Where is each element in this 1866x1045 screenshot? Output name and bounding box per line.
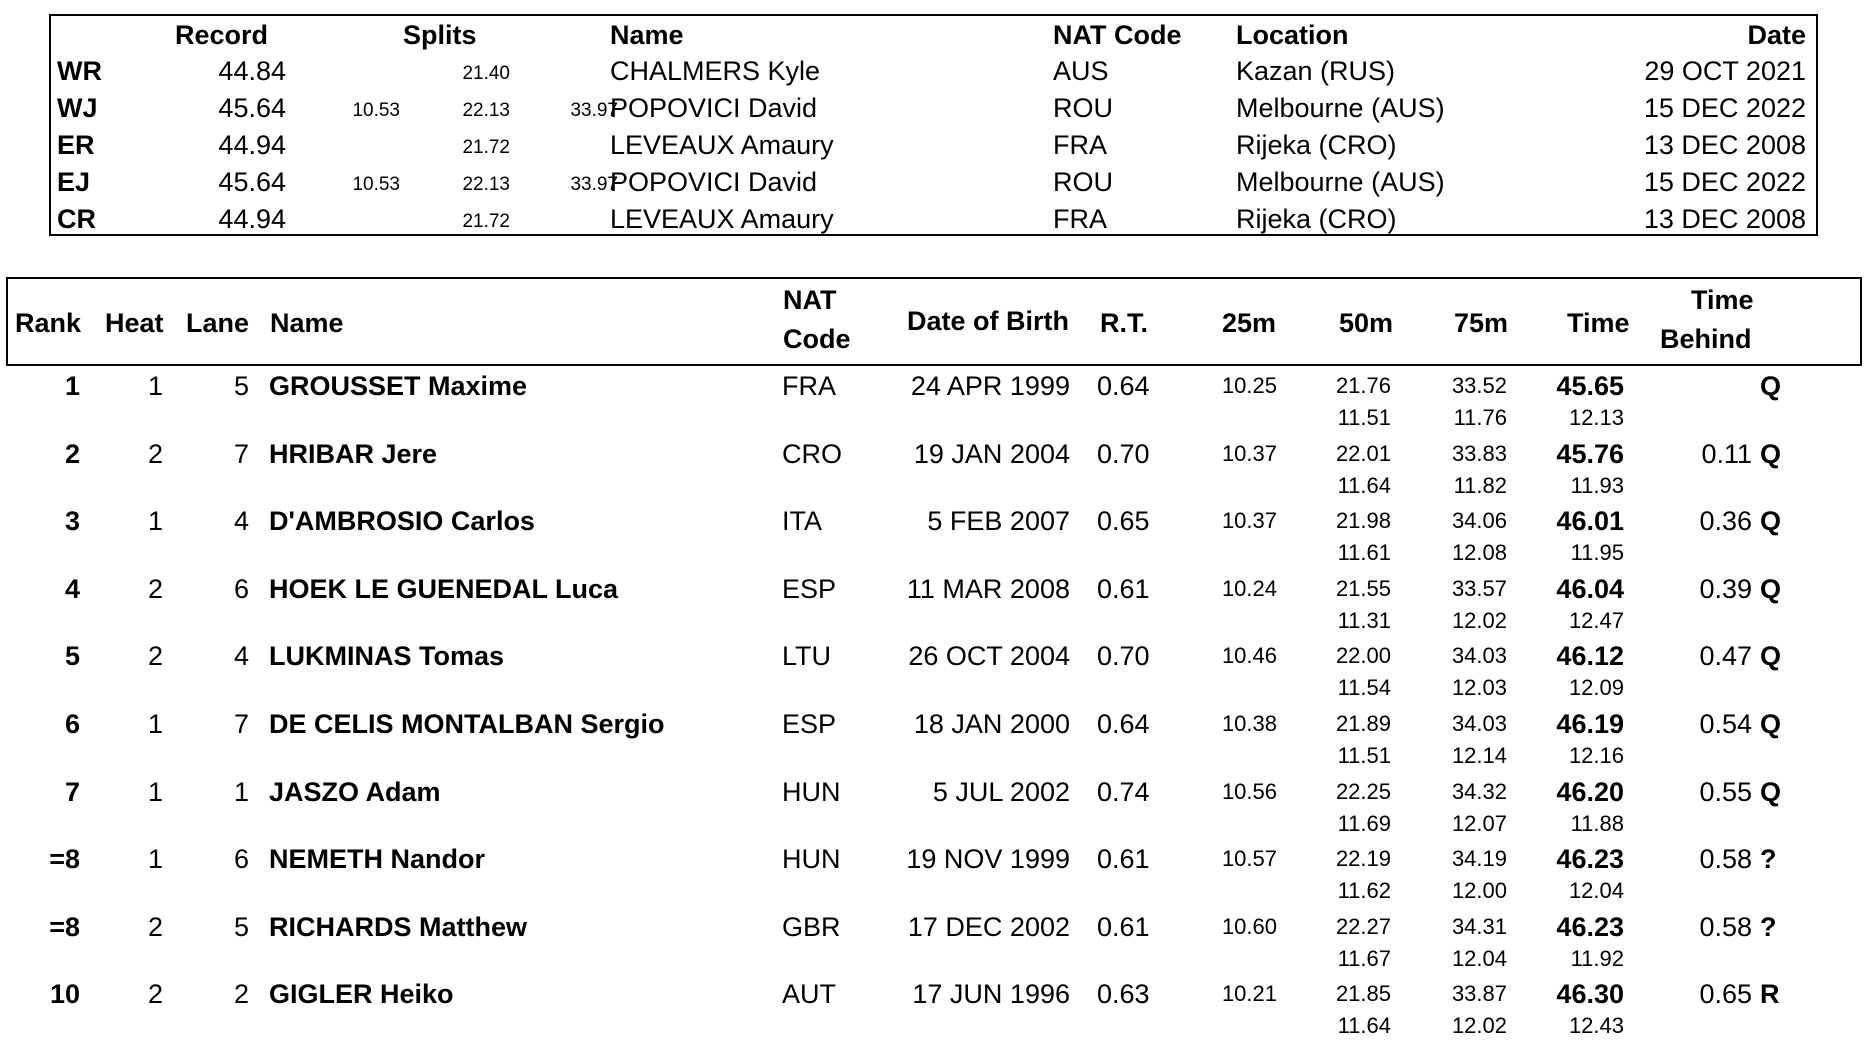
result-m25: 10.37	[1221, 440, 1277, 466]
record-s50: 22.13	[462, 100, 510, 121]
col-heat: Heat	[105, 308, 164, 338]
result-rank: =8	[49, 911, 80, 942]
result-q: Q	[1760, 506, 1782, 537]
records-header-nat: NAT Code	[1053, 20, 1182, 50]
result-row	[0, 775, 1866, 843]
result-m25: 10.25	[1221, 373, 1277, 398]
result-m50: 21.85	[1335, 981, 1391, 1007]
record-s25: 10.53	[352, 100, 400, 121]
record-s50: 21.72	[462, 211, 510, 232]
result-sp50: 11.64	[1337, 1013, 1391, 1039]
result-row	[0, 842, 1866, 910]
record-date: 15 DEC 2022	[1643, 167, 1806, 197]
result-rt: 0.61	[1097, 573, 1150, 604]
result-q: Q	[1760, 709, 1782, 739]
record-date: 15 DEC 2022	[1643, 93, 1806, 123]
result-sp75: 11.82	[1453, 472, 1507, 498]
record-time: 45.64	[218, 167, 286, 197]
result-m75: 34.32	[1451, 778, 1507, 804]
result-nat: CRO	[782, 438, 842, 469]
record-location: Rijeka (CRO)	[1236, 204, 1397, 234]
record-row	[51, 128, 1816, 165]
result-nat: HUN	[782, 776, 841, 807]
result-rt: 0.74	[1097, 776, 1150, 807]
result-m50: 21.55	[1335, 575, 1391, 601]
result-time: 45.65	[1556, 371, 1624, 401]
result-lane: 6	[233, 844, 249, 875]
result-sp50: 11.64	[1337, 472, 1391, 498]
record-nat: ROU	[1053, 167, 1113, 197]
col-dob: Date of Birth	[907, 306, 1069, 336]
result-rank: 5	[64, 641, 80, 672]
record-nat: ROU	[1053, 93, 1113, 123]
record-s50: 21.40	[462, 63, 510, 84]
result-m50: 22.27	[1335, 913, 1391, 939]
result-spt: 12.04	[1568, 878, 1624, 904]
record-nat: FRA	[1053, 130, 1107, 160]
col-name: Name	[270, 308, 344, 338]
result-time: 46.04	[1556, 573, 1624, 604]
result-m75: 34.19	[1451, 846, 1507, 872]
record-code: WR	[57, 56, 102, 86]
records-header-record: Record	[175, 20, 269, 50]
result-sp75: 11.76	[1453, 405, 1507, 430]
result-name: RICHARDS Matthew	[269, 911, 528, 942]
record-row	[51, 91, 1816, 128]
result-spt: 11.93	[1570, 472, 1624, 498]
result-m75: 34.03	[1451, 643, 1507, 669]
record-date: 13 DEC 2008	[1643, 130, 1806, 160]
result-m75: 34.06	[1451, 508, 1507, 534]
record-s75: 33.97	[570, 100, 618, 121]
result-rank: 2	[64, 438, 80, 469]
record-location: Melbourne (AUS)	[1236, 167, 1445, 197]
result-time: 46.30	[1556, 979, 1624, 1010]
result-behind: 0.54	[1699, 709, 1752, 739]
result-lane: 2	[233, 979, 249, 1010]
result-spt: 12.09	[1568, 675, 1624, 701]
result-q: Q	[1760, 573, 1782, 604]
result-heat: 1	[147, 844, 163, 875]
result-sp50: 11.62	[1337, 878, 1391, 904]
result-heat: 1	[147, 371, 163, 401]
result-m25: 10.37	[1221, 508, 1277, 534]
result-nat: ESP	[782, 573, 837, 604]
result-m25: 10.21	[1221, 981, 1277, 1007]
result-rt: 0.70	[1097, 438, 1150, 469]
result-heat: 2	[147, 911, 163, 942]
result-sp50: 11.51	[1337, 743, 1391, 768]
col-time: Time	[1567, 308, 1630, 338]
result-row	[0, 707, 1866, 775]
result-dob: 17 DEC 2002	[907, 911, 1070, 942]
result-lane: 5	[233, 371, 249, 401]
result-m25: 10.38	[1221, 711, 1277, 736]
record-name: POPOVICI David	[610, 167, 818, 197]
record-row	[51, 165, 1816, 202]
result-spt: 11.95	[1570, 540, 1624, 566]
result-dob: 5 JUL 2002	[932, 776, 1070, 807]
result-m50: 21.76	[1335, 373, 1391, 398]
result-rt: 0.70	[1097, 641, 1150, 672]
result-row	[0, 977, 1866, 1045]
result-behind: 0.39	[1699, 573, 1752, 604]
result-rank: 3	[64, 506, 80, 537]
record-date: 29 OCT 2021	[1644, 56, 1806, 86]
result-m50: 22.25	[1335, 778, 1391, 804]
result-sp75: 12.07	[1451, 810, 1507, 836]
result-time: 46.01	[1556, 506, 1624, 537]
result-m75: 33.83	[1451, 440, 1507, 466]
result-m75: 33.87	[1451, 981, 1507, 1007]
result-nat: AUT	[782, 979, 836, 1010]
record-date: 13 DEC 2008	[1643, 204, 1806, 234]
record-s75: 33.97	[570, 174, 618, 195]
result-q: Q	[1760, 438, 1782, 469]
result-sp50: 11.67	[1337, 945, 1391, 971]
result-sp75: 12.00	[1451, 878, 1507, 904]
col-rank: Rank	[15, 308, 82, 338]
records-header-name: Name	[610, 20, 684, 50]
result-lane: 5	[233, 911, 249, 942]
result-row	[0, 639, 1866, 707]
result-heat: 2	[147, 573, 163, 604]
record-code: WJ	[57, 93, 98, 123]
col-behind-line1: Time	[1691, 285, 1754, 315]
result-dob: 19 NOV 1999	[906, 844, 1070, 875]
result-time: 45.76	[1556, 438, 1624, 469]
result-row	[0, 504, 1866, 572]
result-name: GIGLER Heiko	[269, 979, 454, 1010]
result-rt: 0.61	[1097, 844, 1150, 875]
result-m75: 34.31	[1451, 913, 1507, 939]
result-row	[0, 437, 1866, 505]
result-rank: 4	[64, 573, 80, 604]
result-behind: 0.58	[1699, 911, 1752, 942]
record-s50: 22.13	[462, 174, 510, 195]
result-nat: ITA	[782, 506, 822, 537]
result-lane: 7	[233, 438, 249, 469]
result-time: 46.23	[1556, 911, 1624, 942]
result-m25: 10.60	[1221, 913, 1277, 939]
result-dob: 5 FEB 2007	[927, 506, 1070, 537]
result-m25: 10.57	[1221, 846, 1277, 872]
result-sp50: 11.54	[1337, 675, 1391, 701]
record-time: 44.94	[218, 204, 286, 234]
result-name: HOEK LE GUENEDAL Luca	[269, 573, 619, 604]
result-spt: 12.47	[1568, 607, 1624, 633]
result-behind: 0.47	[1699, 641, 1752, 672]
record-name: LEVEAUX Amaury	[610, 204, 834, 234]
result-m50: 21.98	[1335, 508, 1391, 534]
records-table	[49, 14, 1818, 236]
result-time: 46.23	[1556, 844, 1624, 875]
result-rank: 6	[64, 709, 80, 739]
result-sp75: 12.14	[1451, 743, 1507, 768]
record-time: 44.84	[218, 56, 286, 86]
result-name: JASZO Adam	[269, 776, 441, 807]
result-sp75: 12.03	[1451, 675, 1507, 701]
result-sp75: 12.08	[1451, 540, 1507, 566]
col-lane: Lane	[186, 308, 250, 338]
result-m75: 33.52	[1451, 373, 1507, 398]
result-m75: 34.03	[1451, 711, 1507, 736]
result-name: NEMETH Nandor	[269, 844, 485, 875]
col-rt: R.T.	[1100, 308, 1149, 338]
result-dob: 19 JAN 2004	[913, 438, 1070, 469]
result-q: Q	[1760, 371, 1782, 401]
result-rt: 0.61	[1097, 911, 1150, 942]
result-name: D'AMBROSIO Carlos	[269, 506, 535, 537]
result-nat: HUN	[782, 844, 841, 875]
result-lane: 6	[233, 573, 249, 604]
col-75m: 75m	[1454, 308, 1509, 338]
col-behind-line2: Behind	[1660, 324, 1752, 354]
result-q: R	[1760, 979, 1780, 1010]
result-heat: 1	[147, 709, 163, 739]
result-lane: 7	[233, 709, 249, 739]
result-behind: 0.11	[1701, 438, 1752, 469]
result-behind: 0.65	[1699, 979, 1752, 1010]
result-spt: 11.88	[1570, 810, 1624, 836]
records-header-location: Location	[1236, 20, 1349, 50]
result-lane: 4	[233, 506, 249, 537]
results-header	[6, 277, 1862, 366]
result-nat: GBR	[782, 911, 841, 942]
result-name: LUKMINAS Tomas	[269, 641, 505, 672]
result-nat: FRA	[782, 371, 836, 401]
result-time: 46.20	[1556, 776, 1624, 807]
result-sp50: 11.51	[1337, 405, 1391, 430]
record-nat: AUS	[1053, 56, 1109, 86]
result-sp75: 12.02	[1451, 607, 1507, 633]
result-m50: 22.01	[1335, 440, 1391, 466]
result-m25: 10.46	[1221, 643, 1277, 669]
result-heat: 2	[147, 979, 163, 1010]
result-behind: 0.36	[1699, 506, 1752, 537]
records-header-splits: Splits	[403, 20, 477, 50]
result-m50: 21.89	[1335, 711, 1391, 736]
result-nat: ESP	[782, 709, 837, 739]
result-sp75: 12.04	[1451, 945, 1507, 971]
result-dob: 17 JUN 1996	[912, 979, 1070, 1010]
record-s25: 10.53	[352, 174, 400, 195]
record-row	[51, 202, 1816, 239]
result-m25: 10.24	[1221, 575, 1277, 601]
result-sp50: 11.61	[1337, 540, 1391, 566]
result-sp75: 12.02	[1451, 1013, 1507, 1039]
result-name: HRIBAR Jere	[269, 438, 438, 469]
record-code: EJ	[57, 167, 91, 197]
record-code: ER	[57, 130, 95, 160]
result-name: DE CELIS MONTALBAN Sergio	[269, 709, 665, 739]
result-rank: 7	[64, 776, 80, 807]
result-rt: 0.63	[1097, 979, 1150, 1010]
record-time: 45.64	[218, 93, 286, 123]
result-rt: 0.64	[1097, 709, 1150, 739]
record-row	[51, 54, 1816, 91]
result-rank: =8	[49, 844, 80, 875]
result-rt: 0.65	[1097, 506, 1150, 537]
record-time: 44.94	[218, 130, 286, 160]
result-dob: 26 OCT 2004	[908, 641, 1070, 672]
result-q: Q	[1760, 641, 1782, 672]
record-location: Rijeka (CRO)	[1236, 130, 1397, 160]
col-nat-line1: NAT	[783, 285, 837, 315]
records-header-date: Date	[1747, 20, 1806, 50]
result-nat: LTU	[782, 641, 832, 672]
result-dob: 11 MAR 2008	[906, 573, 1070, 604]
record-code: CR	[57, 204, 96, 234]
result-row	[0, 910, 1866, 978]
result-name: GROUSSET Maxime	[269, 371, 528, 401]
result-time: 46.12	[1556, 641, 1624, 672]
result-m75: 33.57	[1451, 575, 1507, 601]
result-rank: 1	[64, 371, 80, 401]
record-name: POPOVICI David	[610, 93, 818, 123]
result-m50: 22.19	[1335, 846, 1391, 872]
result-row	[0, 572, 1866, 640]
result-q: ?	[1760, 844, 1777, 875]
result-lane: 1	[233, 776, 249, 807]
result-spt: 12.16	[1568, 743, 1624, 768]
result-m25: 10.56	[1221, 778, 1277, 804]
record-location: Melbourne (AUS)	[1236, 93, 1445, 123]
col-nat-line2: Code	[783, 324, 851, 354]
result-m50: 22.00	[1335, 643, 1391, 669]
result-behind: 0.58	[1699, 844, 1752, 875]
result-time: 46.19	[1556, 709, 1624, 739]
result-q: Q	[1760, 776, 1782, 807]
result-sp50: 11.31	[1337, 607, 1391, 633]
record-location: Kazan (RUS)	[1236, 56, 1396, 86]
result-q: ?	[1760, 911, 1777, 942]
result-dob: 18 JAN 2000	[913, 709, 1070, 739]
result-heat: 1	[147, 506, 163, 537]
result-row	[0, 369, 1866, 437]
result-lane: 4	[233, 641, 249, 672]
record-name: LEVEAUX Amaury	[610, 130, 834, 160]
result-dob: 24 APR 1999	[910, 371, 1070, 401]
result-spt: 11.92	[1570, 945, 1624, 971]
record-name: CHALMERS Kyle	[610, 56, 821, 86]
result-rt: 0.64	[1097, 371, 1150, 401]
result-rank: 10	[49, 979, 80, 1010]
result-heat: 2	[147, 641, 163, 672]
record-nat: FRA	[1053, 204, 1107, 234]
result-heat: 1	[147, 776, 163, 807]
result-heat: 2	[147, 438, 163, 469]
col-50m: 50m	[1339, 308, 1394, 338]
record-s50: 21.72	[462, 137, 510, 158]
result-spt: 12.43	[1568, 1013, 1624, 1039]
result-spt: 12.13	[1568, 405, 1624, 430]
col-25m: 25m	[1222, 308, 1277, 338]
result-behind: 0.55	[1699, 776, 1752, 807]
result-sp50: 11.69	[1337, 810, 1391, 836]
